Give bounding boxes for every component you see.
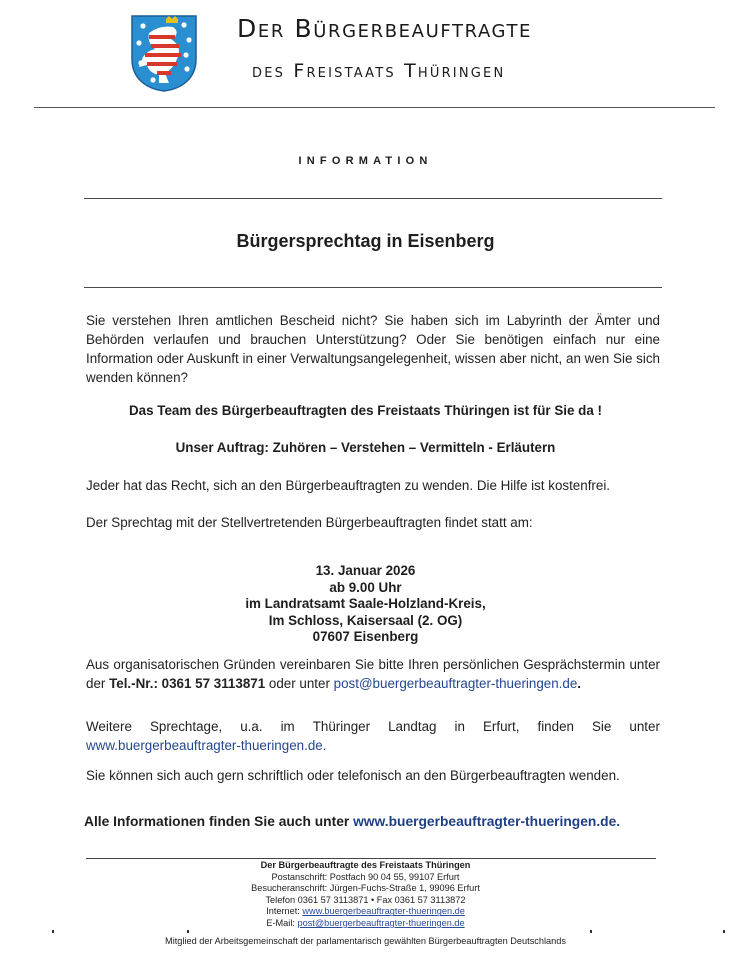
footer-internet-label: Internet: xyxy=(266,906,303,917)
consultation-intro: Der Sprechtag mit der Stellvertretenden Bürgerbeauftragten findet statt am: xyxy=(86,515,533,530)
more-dates-line xyxy=(86,717,660,736)
scan-speck xyxy=(590,930,592,933)
header-title-line2: des Freistaats Thüringen xyxy=(252,60,506,82)
footer-email xyxy=(0,918,731,930)
footer-postal: Postanschrift: Postfach 90 04 55, 99107 Erfurt xyxy=(271,871,460,882)
all-info-line xyxy=(84,814,620,829)
appointment-paragraph xyxy=(86,655,660,693)
footer-website-link[interactable]: www.buergerbeauftragter-thueringen.de xyxy=(302,906,465,917)
team-statement: Das Team des Bürgerbeauftragten des Freistaats Thüringen ist für Sie da ! xyxy=(128,403,602,418)
email-link[interactable]: post@buergerbeauftragter-thueringen.de xyxy=(333,676,578,691)
appointment-text-mid: oder unter xyxy=(265,676,334,691)
word: Landtag xyxy=(388,719,437,734)
mission-statement: Unser Auftrag: Zuhören – Verstehen – Vermitteln - Erläutern xyxy=(175,440,556,455)
scan-speck xyxy=(52,930,54,933)
footer-membership: Mitglied der Arbeitsgemeinschaft der parlamentarisch gewählten Bürgerbeauftragten Deutschlands xyxy=(165,936,566,946)
website-link[interactable]: www.buergerbeauftragter-thueringen.de. xyxy=(86,738,327,753)
all-info-text: Alle Informationen finden Sie auch unter xyxy=(84,814,354,829)
page-title: Bürgersprechtag in Eisenberg xyxy=(236,231,495,251)
event-details xyxy=(0,563,731,646)
footer-visitor: Besucheranschrift: Jürgen-Fuchs-Straße 1, 99096 Erfurt xyxy=(251,883,480,894)
word: unter xyxy=(629,719,660,734)
scan-speck xyxy=(723,930,725,933)
header-title-line1: Der Bürgerbeauftragte xyxy=(237,14,533,43)
event-room: Im Schloss, Kaisersaal (2. OG) xyxy=(268,612,463,628)
more-dates-paragraph xyxy=(86,717,660,755)
word: finden xyxy=(537,719,574,734)
event-time: ab 9.00 Uhr xyxy=(329,579,402,595)
word: Weitere xyxy=(86,719,132,734)
footer-phone-fax: Telefon 0361 57 3113871 • Fax 0361 57 3113872 xyxy=(265,894,466,905)
word: Sprechtage, xyxy=(149,719,223,734)
word: Thüringer xyxy=(312,719,371,734)
title-divider-bottom xyxy=(84,287,662,288)
document-label: INFORMATION xyxy=(298,155,433,167)
word: u.a. xyxy=(240,719,263,734)
footer-email-link[interactable]: post@buergerbeauftragter-thueringen.de xyxy=(297,917,465,928)
footer-email-label: E-Mail: xyxy=(266,917,298,928)
footer-org: Der Bürgerbeauftragte des Freistaats Thüringen xyxy=(260,860,471,870)
word: in xyxy=(454,719,465,734)
rights-paragraph: Jeder hat das Recht, sich an den Bürgerbeauftragten zu wenden. Die Hilfe ist kostenfrei. xyxy=(86,478,611,493)
event-date: 13. Januar 2026 xyxy=(315,563,416,578)
appointment-text-end: . xyxy=(577,676,582,691)
phone-number: Tel.-Nr.: 0361 57 3113871 xyxy=(109,676,266,691)
footer-internet xyxy=(0,906,731,918)
word: im xyxy=(280,719,295,734)
appointment-text: Aus organisatorischen Gründen vereinbaren Sie bitte Ihren persönlichen Gesprächstermin unter der xyxy=(86,657,660,691)
event-place: im Landratsamt Saale-Holzland-Kreis, xyxy=(245,596,486,611)
word: Sie xyxy=(592,719,612,734)
all-info-website-link[interactable]: www.buergerbeauftragter-thueringen.de. xyxy=(353,814,621,829)
word: Erfurt, xyxy=(482,719,520,734)
footer-divider xyxy=(86,858,656,859)
scan-speck xyxy=(187,930,189,933)
event-city: 07607 Eisenberg xyxy=(312,629,419,644)
contact-paragraph: Sie können sich auch gern schriftlich oder telefonisch an den Bürgerbeauftragten wenden. xyxy=(86,768,620,783)
footer-address xyxy=(0,860,731,930)
title-divider-top xyxy=(84,198,662,199)
thuringia-coat-of-arms-icon xyxy=(129,13,199,93)
header-divider xyxy=(34,107,715,108)
intro-paragraph: Sie verstehen Ihren amtlichen Bescheid nicht? Sie haben sich im Labyrinth der Ämter und Behörden verlaufen und brauchen Unterstützung? Oder Sie benötigen einfach nur eine Information oder Auskunft in einer Verwaltungsangelegenheit, wissen aber nicht, an wen Sie sich wenden können? xyxy=(86,313,660,385)
